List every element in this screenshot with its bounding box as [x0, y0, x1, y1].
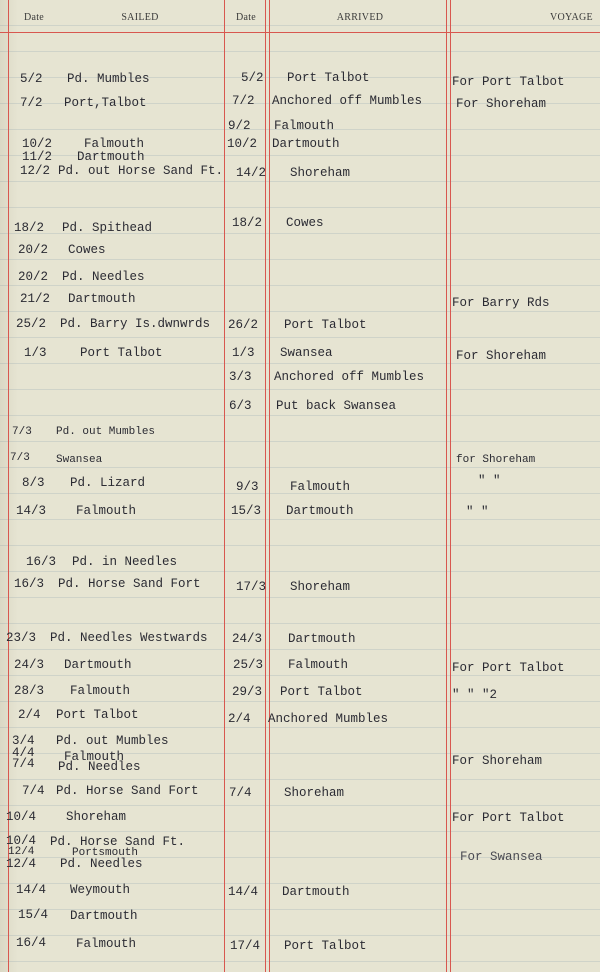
sail-date: 28/3 [14, 684, 45, 698]
sailed-place: Shoreham [66, 810, 127, 824]
arrival-date: 9/3 [236, 480, 259, 494]
sail-date: 10/2 [22, 137, 53, 151]
sailed-place: Portsmouth [72, 847, 139, 859]
sail-date: 21/2 [20, 292, 51, 306]
sail-date: 8/3 [22, 476, 45, 490]
arrival-date: 9/2 [228, 119, 251, 133]
sail-date: 3/4 [12, 734, 35, 748]
arrived-place: Anchored Mumbles [268, 712, 389, 726]
arrival-date: 15/3 [231, 504, 262, 518]
sailed-place: Falmouth [76, 504, 137, 518]
arrived-place: Shoreham [284, 786, 345, 800]
sail-date: 16/3 [14, 577, 45, 591]
voyage-destination: For Swansea [460, 850, 543, 864]
arrival-date: 14/2 [236, 166, 267, 180]
sailed-place: Pd. out Mumbles [56, 734, 169, 748]
arrival-date: 3/3 [229, 370, 252, 384]
sail-date: 12/4 [8, 846, 35, 858]
arrived-place: Dartmouth [286, 504, 354, 518]
sailed-place: Pd. Needles Westwards [50, 631, 208, 645]
voyage-destination: For Shoreham [456, 97, 547, 111]
sailed-place: Swansea [56, 454, 103, 466]
sail-date: 12/4 [6, 857, 37, 871]
sailed-place: Dartmouth [70, 909, 138, 923]
sailed-place: Pd. out Mumbles [56, 426, 156, 438]
arrival-date: 6/3 [229, 399, 252, 413]
sailed-place: Pd. Lizard [70, 476, 146, 490]
arrived-place: Anchored off Mumbles [272, 94, 423, 108]
ledger-vertical-rule [269, 0, 270, 972]
sail-date: 5/2 [20, 72, 43, 86]
arrived-place: Port Talbot [284, 318, 367, 332]
sail-date: 7/4 [22, 784, 45, 798]
sail-date: 11/2 [22, 150, 53, 164]
sail-date: 16/4 [16, 936, 47, 950]
sail-date: 14/4 [16, 883, 47, 897]
ledger-vertical-rule [8, 0, 9, 972]
arrival-date: 1/3 [232, 346, 255, 360]
arrived-place: Cowes [286, 216, 324, 230]
voyage-destination: For Barry Rds [452, 296, 550, 310]
arrival-date: 17/4 [230, 939, 261, 953]
arrival-date: 24/3 [232, 632, 263, 646]
sailed-place: Pd. Spithead [62, 221, 153, 235]
arrived-place: Dartmouth [282, 885, 350, 899]
sail-date: 24/3 [14, 658, 45, 672]
arrival-date: 7/4 [229, 786, 252, 800]
arrival-date: 7/2 [232, 94, 255, 108]
header-sailed: SAILED [121, 12, 159, 23]
voyage-destination: For Shoreham [452, 754, 543, 768]
sailed-place: Pd. Needles [62, 270, 145, 284]
ledger-vertical-rule [446, 0, 447, 972]
voyage-destination: For Port Talbot [452, 811, 565, 825]
sail-date: 7/4 [12, 757, 35, 771]
header-rule [0, 32, 600, 33]
sailed-place: Pd. Needles [60, 857, 143, 871]
sailed-place: Pd. Horse Sand Fort [56, 784, 199, 798]
ledger-vertical-rule [265, 0, 266, 972]
arrived-place: Port Talbot [280, 685, 363, 699]
arrived-place: Port Talbot [287, 71, 370, 85]
header-voyage: VOYAGE [550, 12, 593, 23]
voyage-destination: For Port Talbot [452, 75, 565, 89]
arrived-place: Dartmouth [272, 137, 340, 151]
arrived-place: Put back Swansea [276, 399, 397, 413]
sailed-place: Pd. Needles [58, 760, 141, 774]
sailed-place: Pd. Mumbles [67, 72, 150, 86]
header-arrived: ARRIVED [336, 12, 384, 23]
voyage-destination: For Shoreham [456, 349, 547, 363]
sailed-place: Port Talbot [56, 708, 139, 722]
header-date-sailed: Date [23, 12, 45, 23]
sailed-place: Weymouth [70, 883, 131, 897]
arrival-date: 5/2 [241, 71, 264, 85]
sail-date: 12/2 [20, 164, 51, 178]
sailed-place: Cowes [68, 243, 106, 257]
sail-date: 2/4 [18, 708, 41, 722]
sail-date: 7/3 [12, 426, 32, 438]
arrived-place: Swansea [280, 346, 333, 360]
arrived-place: Falmouth [274, 119, 335, 133]
sail-date: 15/4 [18, 908, 49, 922]
arrival-date: 18/2 [232, 216, 263, 230]
voyage-destination: for Shoreham [456, 454, 536, 466]
sailed-place: Pd. out Horse Sand Ft. [58, 164, 224, 178]
arrived-place: Anchored off Mumbles [274, 370, 425, 384]
arrival-date: 29/3 [232, 685, 263, 699]
sail-date: 10/4 [6, 810, 37, 824]
sail-date: 7/3 [10, 452, 30, 464]
arrived-place: Dartmouth [288, 632, 356, 646]
sail-date: 14/3 [16, 504, 47, 518]
voyage-ditto: " " [466, 505, 489, 519]
sailed-place: Falmouth [84, 137, 145, 151]
sail-date: 4/4 [12, 746, 35, 760]
sailed-place: Port,Talbot [64, 96, 147, 110]
sailed-place: Pd. Barry Is.dwnwrds [60, 317, 211, 331]
arrival-date: 14/4 [228, 885, 259, 899]
sailed-place: Falmouth [76, 937, 137, 951]
sail-date: 23/3 [6, 631, 37, 645]
voyage-destination: For Port Talbot [452, 661, 565, 675]
sailed-place: Pd. in Needles [72, 555, 178, 569]
arrived-place: Falmouth [288, 658, 349, 672]
sail-date: 25/2 [16, 317, 47, 331]
sailed-place: Dartmouth [68, 292, 136, 306]
sailed-place: Falmouth [64, 750, 125, 764]
sail-date: 18/2 [14, 221, 45, 235]
ledger-vertical-rule [450, 0, 451, 972]
voyage-ditto: " " [478, 474, 501, 488]
sail-date: 20/2 [18, 270, 49, 284]
sailed-place: Falmouth [70, 684, 131, 698]
sail-date: 1/3 [24, 346, 47, 360]
arrival-date: 10/2 [227, 137, 258, 151]
sail-date: 20/2 [18, 243, 49, 257]
ledger-vertical-rule [224, 0, 225, 972]
sailed-place: Pd. Horse Sand Fort [58, 577, 201, 591]
sailed-place: Port Talbot [80, 346, 163, 360]
sailed-place: Dartmouth [77, 150, 145, 164]
sailed-place: Dartmouth [64, 658, 132, 672]
arrival-date: 26/2 [228, 318, 259, 332]
sail-date: 16/3 [26, 555, 57, 569]
arrival-date: 17/3 [236, 580, 267, 594]
voyage-ditto: " " "2 [452, 688, 498, 702]
arrival-date: 2/4 [228, 712, 251, 726]
sail-date: 7/2 [20, 96, 43, 110]
arrived-place: Shoreham [290, 580, 351, 594]
arrived-place: Shoreham [290, 166, 351, 180]
sailed-place: Pd. Horse Sand Ft. [50, 835, 186, 849]
sail-date: 10/4 [6, 834, 37, 848]
arrived-place: Port Talbot [284, 939, 367, 953]
arrival-date: 25/3 [233, 658, 264, 672]
arrived-place: Falmouth [290, 480, 351, 494]
header-date-arrived: Date [235, 12, 257, 23]
